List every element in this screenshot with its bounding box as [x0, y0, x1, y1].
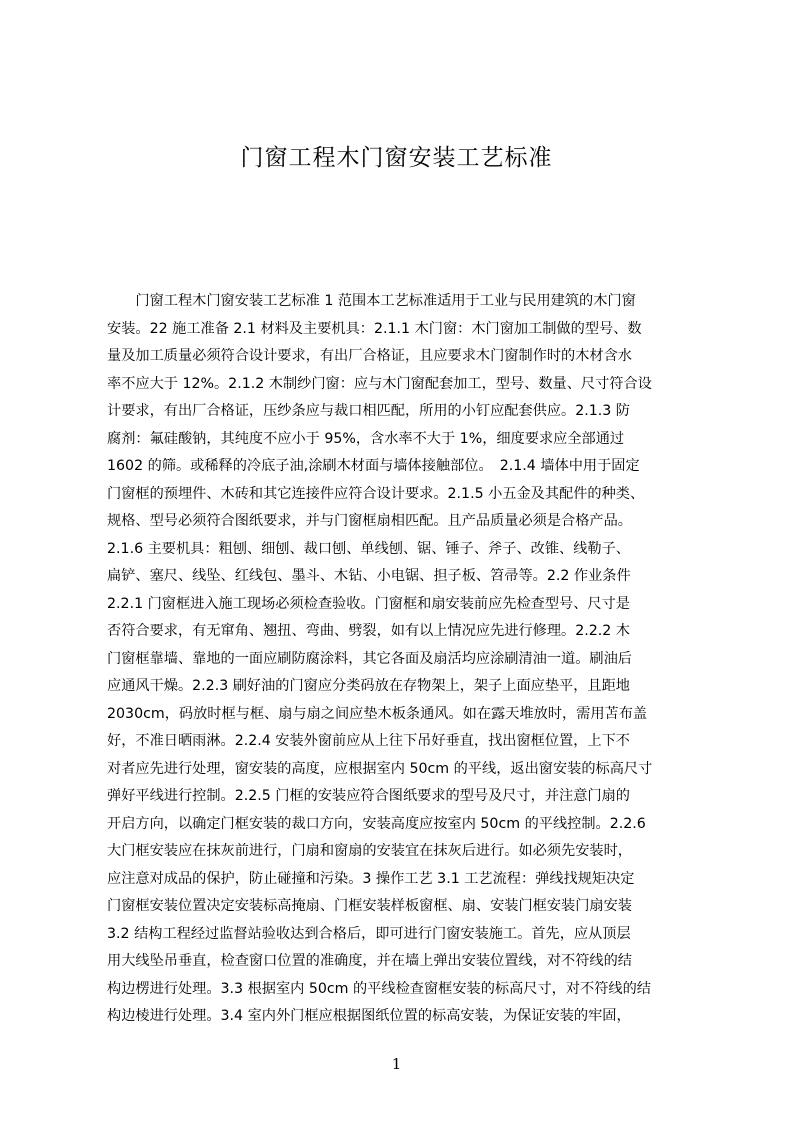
text-line: 对者应先进行处理，窗安装的高度，应根据室内 50cm 的平线，返出窗安装的标高尺寸	[107, 760, 653, 777]
text-line: 2.2.1 门窗框进入施工现场必须检查验收。门窗框和扇安装前应先检查型号、尺寸是	[107, 595, 630, 612]
text-line: 扁铲、塞尺、线坠、红线包、墨斗、木钻、小电锯、担子板、笤帚等。2.2 作业条件	[107, 568, 631, 584]
text-line: 大门框安装应在抹灰前进行，门扇和窗扇的安装宜在抹灰后进行。如必须先安装时，	[107, 843, 632, 859]
text-line: 腐剂：氟硅酸钠，其纯度不应小于 95%，含水率不大于 1%，细度要求应全部通过	[107, 430, 625, 447]
text-line: 构边棱进行处理。3.4 室内外门框应根据图纸位置的标高安装，为保证安装的牢固，	[107, 1008, 631, 1024]
text-line: 门窗框安装位置决定安装标高掩扇、门框安装样板窗框、扇、安装门框安装门扇安装	[107, 898, 632, 914]
text-line: 2030cm，码放时框与框、扇与扇之间应垫木板条通风。如在露天堆放时，需用苫布盖	[107, 705, 648, 722]
page-title: 门窗工程木门窗安装工艺标准	[240, 145, 553, 171]
text-line: 好，不准日晒雨淋。2.2.4 安装外窗前应从上往下吊好垂直，找出窗框位置，上下不	[107, 733, 630, 749]
document-body	[107, 288, 697, 1044]
text-line: 门窗工程木门窗安装工艺标准 1 范围本工艺标准适用于工业与民用建筑的木门窗	[107, 293, 636, 309]
text-line: 规格、型号必须符合图纸要求，并与门窗框扇相匹配。且产品质量必须是合格产品。	[107, 513, 632, 529]
text-line: 否符合要求，有无窜角、翘扭、弯曲、劈裂，如有以上情况应先进行修理。2.2.2 木	[107, 623, 630, 639]
text-line: 1602 的筛。或稀释的冷底子油,涂刷木材面与墙体接触部位。 2.1.4 墙体中用于固定	[107, 458, 640, 474]
text-line: 应注意对成品的保护，防止碰撞和污染。3 操作工艺 3.1 工艺流程：弹线找规矩决定	[107, 870, 635, 887]
page-number: 1	[391, 1055, 402, 1073]
text-line: 量及加工质量必须符合设计要求，有出厂合格证，且应要求木门窗制作时的木材含水	[107, 348, 632, 364]
text-line: 2.1.6 主要机具：粗刨、细刨、裁口刨、单线刨、锯、锤子、斧子、改锥、线勒子、	[107, 540, 630, 557]
text-line: 门窗框的预埋件、木砖和其它连接件应符合设计要求。2.1.5 小五金及其配件的种类、	[107, 485, 645, 502]
text-line: 安装。22 施工准备 2.1 材料及主要机具：2.1.1 木门窗：木门窗加工制做的型号、数	[107, 320, 642, 337]
text-line: 门窗框靠墙、靠地的一面应刷防腐涂料，其它各面及扇活均应涂刷清油一道。刷油后	[107, 650, 632, 667]
text-line: 弹好平线进行控制。2.2.5 门框的安装应符合图纸要求的型号及尺寸，并注意门扇的	[107, 788, 630, 804]
text-line: 计要求，有出厂合格证，压纱条应与裁口相匹配，所用的小钉应配套供应。2.1.3 防	[107, 403, 630, 419]
text-line: 开启方向，以确定门框安装的裁口方向，安装高度应按室内 50cm 的平线控制。2.2.6	[107, 815, 646, 832]
text-line: 3.2 结构工程经过监督站验收达到合格后，即可进行门窗安装施工。首先，应从顶层	[107, 925, 631, 942]
text-line: 率不应大于 12%。2.1.2 木制纱门窗：应与木门窗配套加工，型号、数量、尺寸符合设	[107, 375, 652, 392]
text-line: 应通风干燥。2.2.3 刷好油的门窗应分类码放在存物架上，架子上面应垫平，且距地	[107, 678, 630, 694]
text-line: 构边楞进行处理。3.3 根据室内 50cm 的平线检查窗框安装的标高尺寸，对不符线的结	[107, 980, 651, 997]
text-line: 用大线坠吊垂直，检查窗口位置的准确度，并在墙上弹出安装位置线，对不符线的结	[107, 953, 632, 969]
